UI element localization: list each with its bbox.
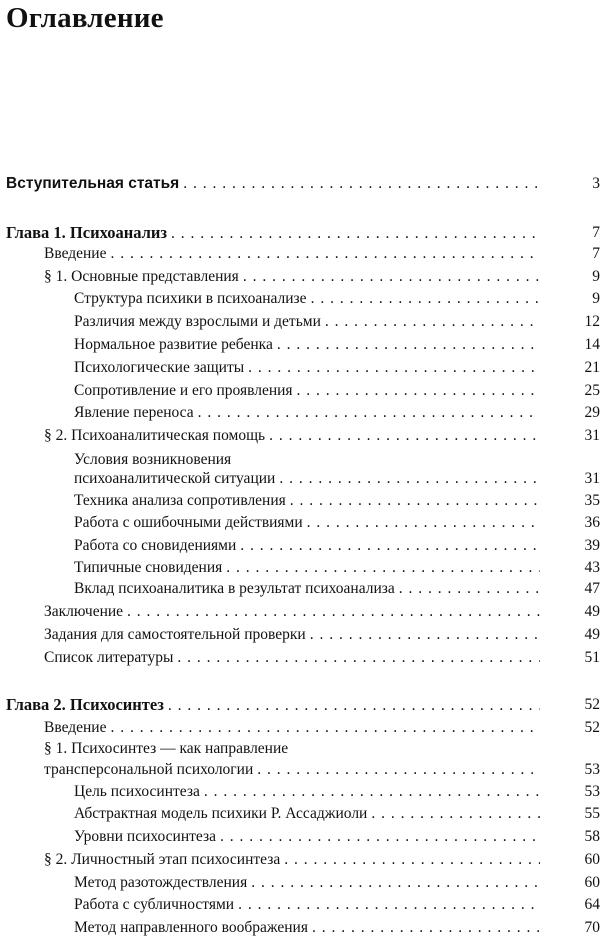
- toc-page-number: 31: [584, 470, 600, 487]
- toc-entry: [0, 535, 608, 557]
- toc-entry: [0, 781, 608, 803]
- toc-entry: [0, 288, 608, 310]
- toc-entry: [0, 803, 608, 825]
- toc-entry: [0, 334, 608, 356]
- dot-leader: [253, 759, 540, 781]
- dot-leader: [236, 535, 540, 557]
- dot-leader: [265, 425, 540, 447]
- toc-page-number: 3: [592, 175, 600, 192]
- toc-entry-title: Структура психики в психоанализе: [74, 290, 307, 307]
- toc-page-number: 12: [584, 313, 600, 330]
- toc-page-number: 64: [584, 896, 600, 913]
- toc-entry-title: Введение: [44, 245, 107, 262]
- dot-leader: [194, 402, 540, 424]
- toc-page-number: 25: [584, 382, 600, 399]
- toc-page-number: 70: [584, 919, 600, 936]
- toc-entry: [0, 425, 608, 447]
- toc-entry: [0, 894, 608, 916]
- toc-chapter-entry: [0, 694, 608, 716]
- toc-entry-title: Условия возникновения: [74, 451, 232, 468]
- dot-leader: [222, 557, 540, 579]
- dot-leader: [200, 781, 540, 803]
- toc-entry: [0, 557, 608, 579]
- toc-page-number: 7: [592, 224, 600, 241]
- dot-leader: [167, 223, 540, 244]
- dot-leader: [280, 849, 540, 871]
- toc-entry-title: Глава 1. Психоанализ: [6, 223, 168, 242]
- dot-leader: [303, 512, 540, 534]
- toc-entry: [0, 243, 608, 265]
- dot-leader: [244, 357, 540, 379]
- toc-entry: [0, 717, 608, 739]
- toc-entry-title: Задания для самостоятельной проверки: [44, 626, 306, 643]
- dot-leader: [273, 334, 540, 356]
- toc-entry: [0, 380, 608, 402]
- toc-entry-title: Вклад психоаналитика в результат психоанализа: [74, 580, 395, 597]
- toc-entry-title: Работа с субличностями: [74, 896, 235, 913]
- toc-entry: [0, 578, 608, 600]
- dot-leader: [173, 647, 540, 669]
- dot-leader: [106, 717, 540, 739]
- toc-page-number: 47: [584, 580, 600, 597]
- toc-entry: [0, 402, 608, 424]
- dot-leader: [239, 266, 540, 288]
- toc-entry-title: Метод разотождествления: [74, 874, 248, 891]
- dot-leader: [106, 243, 540, 265]
- dot-leader: [216, 826, 540, 848]
- toc-entry-title: § 1. Основные представления: [44, 268, 239, 285]
- toc-page-number: 53: [584, 761, 600, 778]
- toc-entry: [0, 849, 608, 871]
- toc-entry: [0, 647, 608, 669]
- dot-leader: [286, 490, 540, 512]
- toc-page-number: 21: [584, 359, 600, 376]
- toc-page-number: 9: [592, 290, 600, 307]
- dot-leader: [307, 288, 540, 310]
- toc-entry-title: Сопротивление и его проявления: [74, 382, 293, 399]
- toc-entry-title: Различия между взрослыми и детьми: [74, 313, 321, 330]
- toc-page-number: 9: [592, 268, 600, 285]
- toc-page-number: 58: [584, 828, 600, 845]
- toc-entry-title: § 2. Психоаналитическая помощь: [44, 427, 266, 444]
- dot-leader: [308, 917, 540, 939]
- toc-entry-title: Типичные сновидения: [74, 559, 223, 576]
- toc-page-number: 7: [592, 245, 600, 262]
- toc-entry: [0, 468, 608, 490]
- toc-entry-title: Вступительная статья: [6, 175, 180, 192]
- toc-page-number: 36: [584, 514, 600, 531]
- dot-leader: [367, 803, 540, 825]
- dot-leader: [123, 601, 540, 623]
- toc-entry-title: психоаналитической ситуации: [74, 470, 276, 487]
- dot-leader: [234, 894, 540, 916]
- toc-page-number: 35: [584, 492, 600, 509]
- toc-entry-title: Явление переноса: [74, 404, 194, 421]
- toc-chapter-entry: [0, 222, 608, 244]
- toc-entry: [0, 512, 608, 534]
- dot-leader: [293, 380, 540, 402]
- toc-page-number: 55: [584, 805, 600, 822]
- toc-page-number: 60: [584, 851, 600, 868]
- toc-entry-title: Введение: [44, 719, 107, 736]
- toc-entry: [0, 357, 608, 379]
- toc-page-number: 49: [584, 603, 600, 620]
- toc-entry: [0, 266, 608, 288]
- toc-entry-title: Цель психосинтеза: [74, 783, 200, 800]
- toc-entry: [0, 601, 608, 623]
- toc-entry-title: Работа с ошибочными действиями: [74, 514, 303, 531]
- dot-leader: [275, 468, 540, 490]
- toc-entry-title: Уровни психосинтеза: [74, 828, 216, 845]
- dot-leader: [306, 624, 540, 646]
- toc-entry: [0, 826, 608, 848]
- toc-entry-title: Заключение: [44, 603, 124, 620]
- toc-page-number: 49: [584, 626, 600, 643]
- toc-entry: [0, 624, 608, 646]
- toc-entry-title: Список литературы: [44, 649, 174, 666]
- toc-page-number: 29: [584, 404, 600, 421]
- dot-leader: [164, 695, 540, 716]
- toc-chapter-entry: [0, 173, 608, 195]
- toc-entry: [0, 311, 608, 333]
- toc-entry-title: Психологические защиты: [74, 359, 245, 376]
- toc-entry-title: Метод направленного воображения: [74, 919, 308, 936]
- toc-page-number: 60: [584, 874, 600, 891]
- toc-entry-title: Работа со сновидениями: [74, 537, 237, 554]
- toc-entry-title: § 2. Личностный этап психосинтеза: [44, 851, 281, 868]
- toc-page-number: 53: [584, 783, 600, 800]
- toc-page-number: 51: [584, 649, 600, 666]
- page-title: Оглавление: [6, 2, 164, 34]
- toc-entry-title: Нормальное развитие ребенка: [74, 336, 273, 353]
- toc-entry-title: трансперсональной психологии: [44, 761, 254, 778]
- toc-entry: [0, 872, 608, 894]
- dot-leader: [179, 173, 540, 195]
- toc-entry: [0, 490, 608, 512]
- toc-page-number: 52: [584, 696, 600, 713]
- toc-page-number: 52: [584, 719, 600, 736]
- dot-leader: [247, 872, 540, 894]
- toc-page-number: 39: [584, 537, 600, 554]
- toc-entry: [0, 759, 608, 781]
- toc-page-number: 14: [584, 336, 600, 353]
- toc-entry: [0, 917, 608, 939]
- toc-entry: [0, 738, 608, 760]
- dot-leader: [321, 311, 540, 333]
- toc-page-number: 43: [584, 559, 600, 576]
- toc-entry-title: § 1. Психосинтез — как направление: [44, 740, 289, 757]
- dot-leader: [395, 578, 540, 600]
- toc-page-number: 31: [584, 427, 600, 444]
- toc-entry-title: Техника анализа сопротивления: [74, 492, 286, 509]
- toc-entry-title: Глава 2. Психосинтез: [6, 695, 164, 714]
- toc-entry-title: Абстрактная модель психики Р. Ассаджиоли: [74, 805, 368, 822]
